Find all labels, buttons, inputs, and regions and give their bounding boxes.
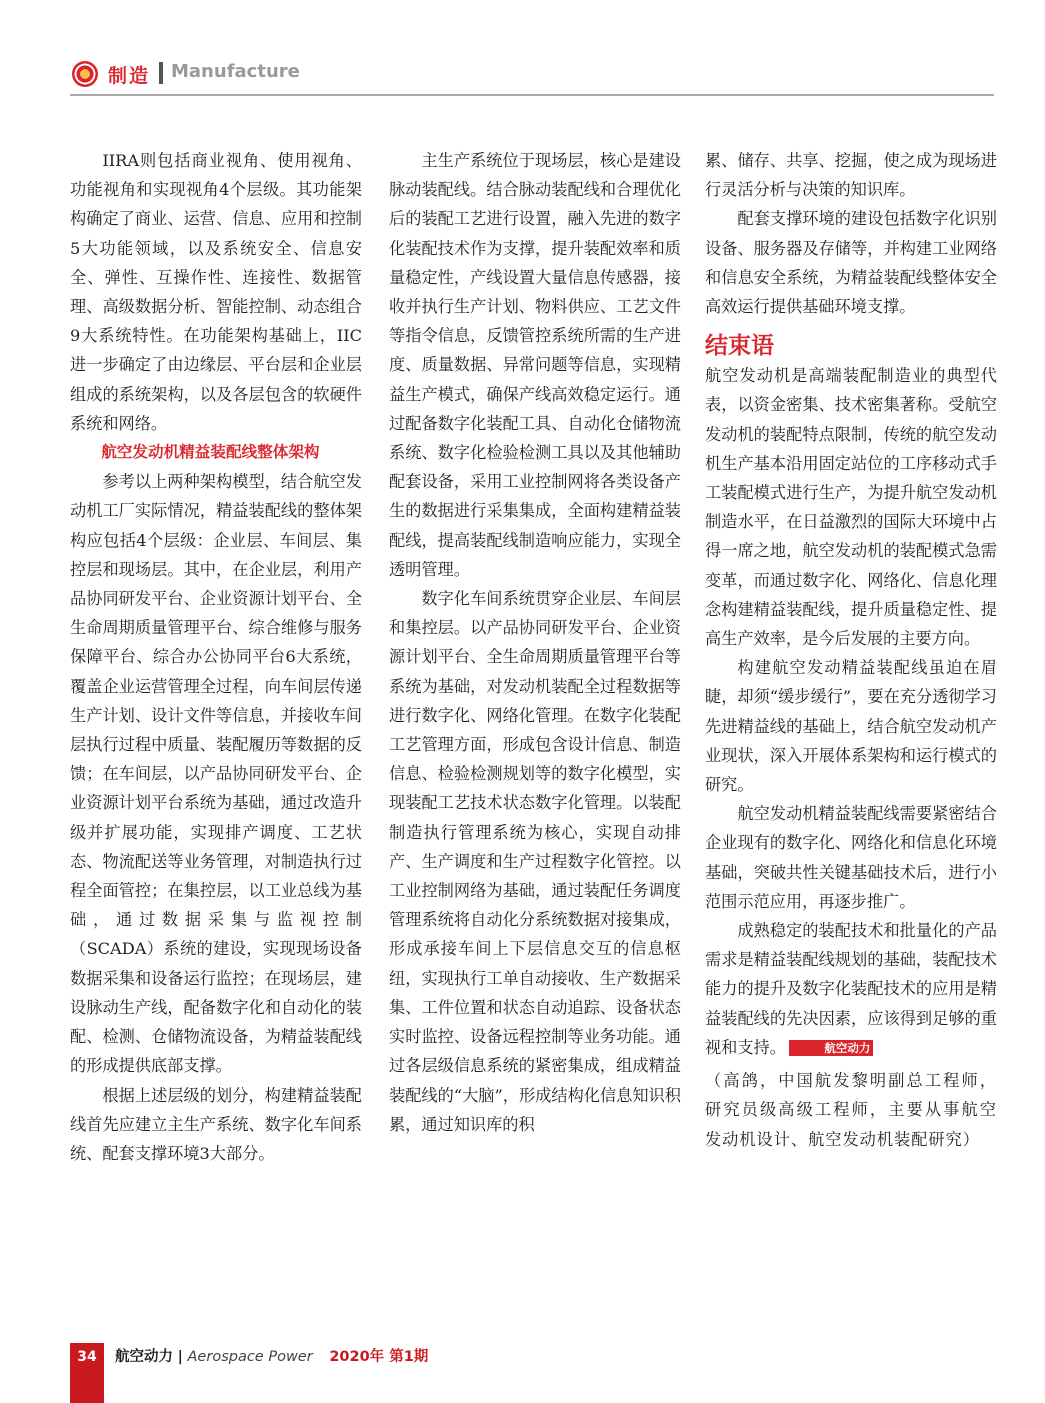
closing-paragraph-text: 成熟稳定的装配技术和批量化的产品需求是精益装配线规划的基础，装配技术能力的提升及数字化装配技术的应用是精益装配线的先决因素，应该得到足够的重视和支持。 — [705, 921, 997, 1057]
paragraph: 构建航空发动精益装配线虽迫在眉睫，却须“缓步缓行”，要在充分透彻学习先进精益线的基础上，结合航空发动机产业现状，深入开展体系架构和运行模式的研究。 — [705, 658, 997, 795]
paragraph: 数字化车间系统贯穿企业层、车间层和集控层。以产品协同研发平台、企业资源计划平台、全生命周期质量管理平台等系统为基础，对发动机装配全过程数据等进行数字化、网络化管理。在数字化装配工艺管理方面，形成包含设计信息、制造信息、检验检测规划等的数字化模型，实现装配工艺技术状态数字化管理。以装配制造执行管理系统为核心，实现自动排产、生产调度和生产过程数字化管控。以工业控制网络为基础，通过装配任务调度管理系统将自动化分系统数据对接集成，形成承接车间上下层信息交互的信息枢纽，实现执行工单自动接收、生产数据采集、工件位置和状态自动追踪、设备状态实时监控、设备远程控制等业务功能。通过各层级信息系统的紧密集成，组成精益装配线的“大脑”，形成结构化信息知识积累，通过知识库的积 — [389, 589, 681, 1134]
journal-name-zh: 航空动力 — [115, 1349, 173, 1365]
footer-divider: | — [177, 1349, 183, 1365]
author-bio — [705, 1066, 997, 1154]
subheading: 航空发动机精益装配线整体架构 — [101, 443, 320, 462]
text-column-3 — [705, 146, 997, 1154]
end-mark-badge: 航空动力 — [789, 1040, 873, 1056]
section-title-zh: 制造 — [108, 65, 151, 87]
text-column-2 — [389, 146, 681, 1139]
paragraph: 根据上述层级的划分，构建精益装配线首先应建立主生产系统、数字化车间系统、配套支撑环境3大部分。 — [70, 1085, 362, 1163]
paragraph: 航空发动机是高端装配制造业的典型代表，以资金密集、技术密集著称。受航空发动机的装配特点限制，传统的航空发动机生产基本沿用固定站位的工序移动式手工装配模式进行生产，为提升航空发动机制造水平，在日益激烈的国际大环境中占得一席之地，航空发动机的装配模式急需变革，而通过数字化、网络化、信息化理念构建精益装配线，提升质量稳定性、提高生产效率，是今后发展的主要方向。 — [705, 366, 997, 649]
paragraph: 主生产系统位于现场层，核心是建设脉动装配线。结合脉动装配线和合理优化后的装配工艺进行设置，融入先进的数字化装配技术作为支撑，提升装配效率和质量稳定性，产线设置大量信息传感器，接收并执行生产计划、物料供应、工艺文件等指令信息，反馈管控系统所需的生产进度、质量数据、异常问题等信息，实现精益生产模式，确保产线高效稳定运行。通过配备数字化装配工具、自动化仓储物流系统、数字化检验检测工具以及其他辅助配套设备，采用工业控制网将各类设备产生的数据进行采集集成，全面构建精益装配线，提高装配线制造响应能力，实现全透明管理。 — [389, 151, 681, 579]
page-header — [70, 55, 994, 97]
header-rule — [70, 94, 994, 96]
paragraph: 累、储存、共享、挖掘，使之成为现场进行灵活分析与决策的知识库。 — [705, 151, 997, 200]
journal-name-en: Aerospace Power — [187, 1349, 313, 1365]
paragraph: IIRA则包括商业视角、使用视角、功能视角和实现视角4个层级。其功能架构确定了商业、运营、信息、应用和控制5大功能领域，以及系统安全、信息安全、弹性、互操作性、连接性、数据管理、高级数据分析、智能控制、动态组合9大系统特性。在功能架构基础上，IIC进一步确定了由边缘层、平台层和企业层组成的系统架构，以及各层包含的软硬件系统和网络。 — [70, 151, 362, 433]
page-number: 34 — [77, 1349, 97, 1365]
section-title-en: Manufacture — [171, 61, 300, 82]
header-divider — [159, 62, 163, 84]
section-heading: 结束语 — [705, 333, 774, 360]
author-bio-text: （高鸽，中国航发黎明副总工程师，研究员级高级工程师，主要从事航空发动机设计、航空发动机装配研究） — [705, 1071, 997, 1149]
footer-journal — [115, 1347, 428, 1367]
section-logo-icon — [72, 61, 98, 87]
issue-label: 2020年 第1期 — [329, 1349, 429, 1365]
paragraph — [705, 916, 997, 1062]
paragraph: 配套支撑环境的建设包括数字化识别设备、服务器及存储等，并构建工业网络和信息安全系统，为精益装配线整体安全高效运行提供基础环境支撑。 — [705, 209, 997, 317]
text-column-1 — [70, 146, 362, 1168]
paragraph: 航空发动机精益装配线需要紧密结合企业现有的数字化、网络化和信息化环境基础，突破共性关键基础技术后，进行小范围示范应用，再逐步推广。 — [705, 804, 997, 911]
paragraph: 参考以上两种架构模型，结合航空发动机工厂实际情况，精益装配线的整体架构应包括4个层级：企业层、车间层、集控层和现场层。其中，在企业层，利用产品协同研发平台、企业资源计划平台、全生命周期质量管理平台、综合维修与服务保障平台、综合办公协同平台6大系统，覆盖企业运营管理全过程，向车间层传递生产计划、设计文件等信息，并接收车间层执行过程中质量、装配履历等数据的反馈；在车间层，以产品协同研发平台、企业资源计划平台系统为基础，通过改造升级并扩展功能，实现排产调度、工艺状态、物流配送等业务管理，对制造执行过程全面管控；在集控层，以工业总线为基础，通过数据采集与监视控制（SCADA）系统的建设，实现现场设备数据采集和设备运行监控；在现场层，建设脉动生产线，配备数字化和自动化的装配、检测、仓储物流设备，为精益装配线的形成提供底部支撑。 — [70, 472, 362, 1076]
